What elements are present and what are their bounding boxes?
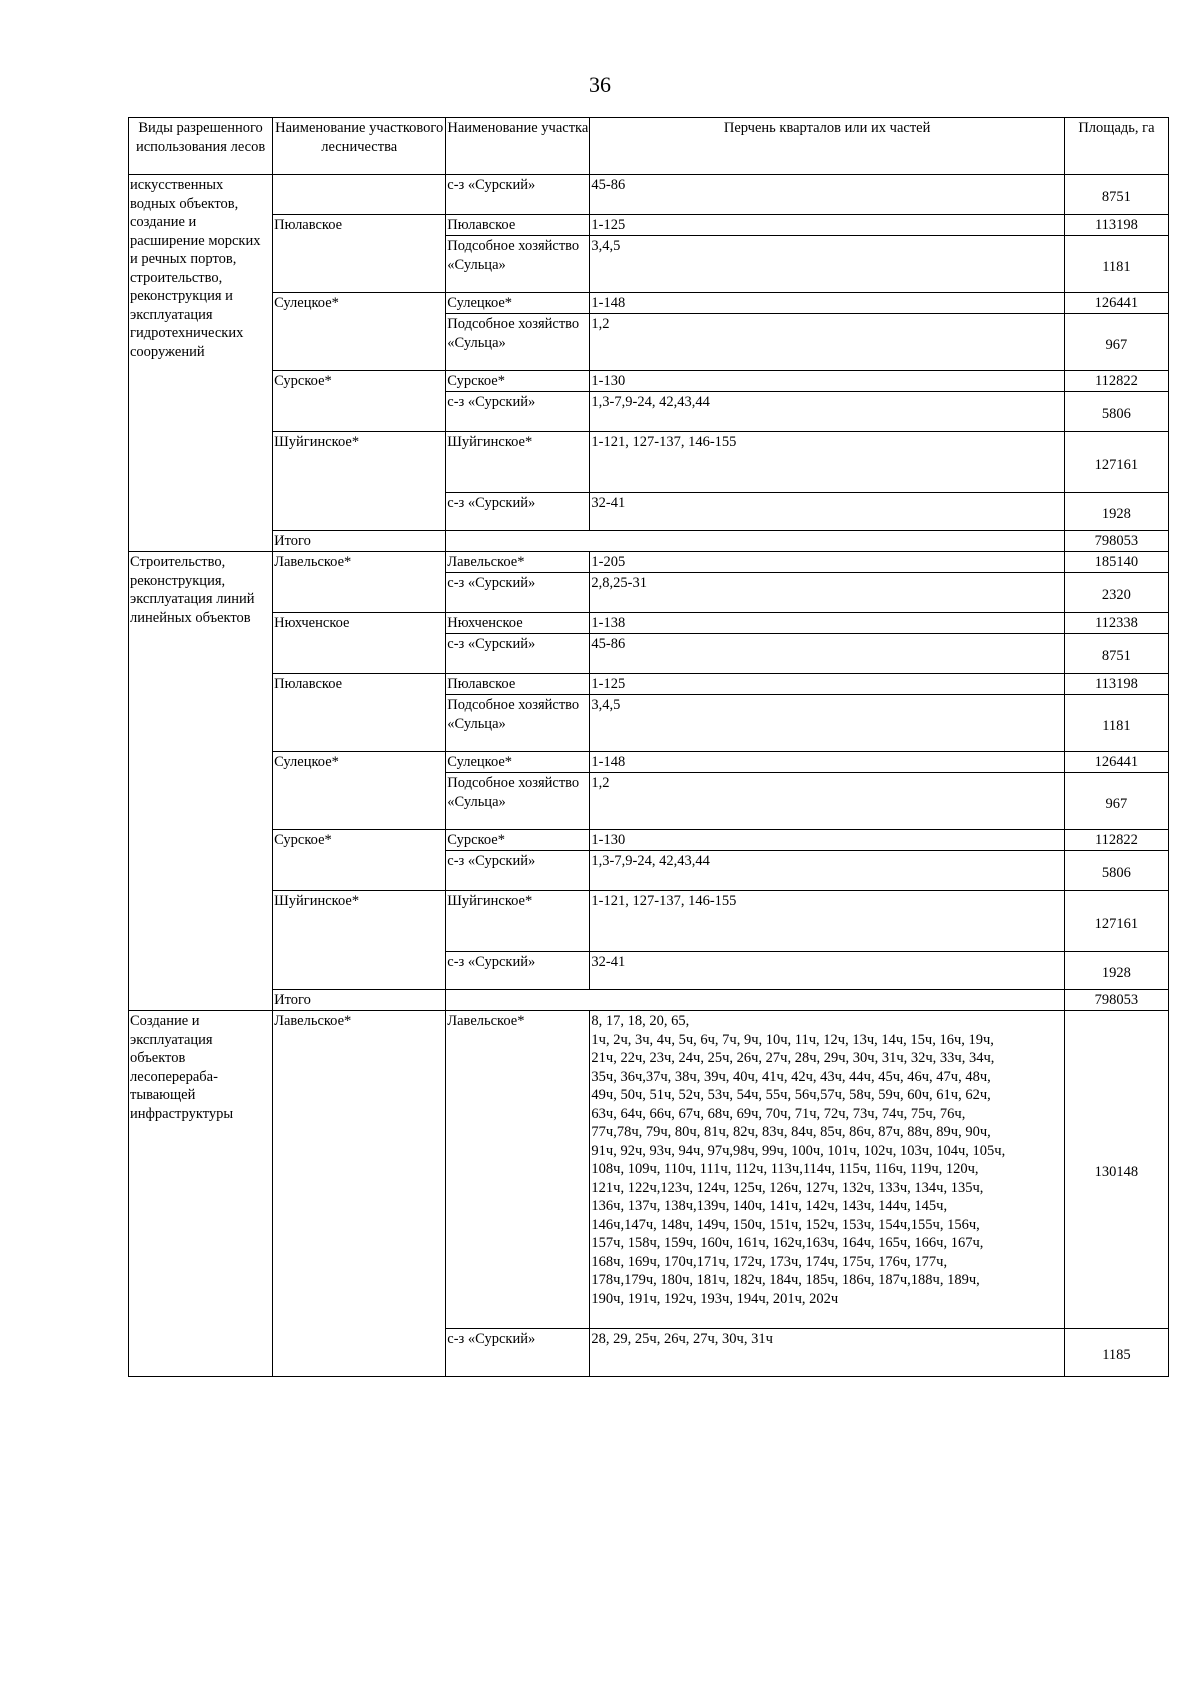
site-cell: Шуйгинское* [446,432,590,493]
area-cell: 967 [1064,314,1168,371]
total-label: Итого [273,531,446,552]
quarters-line: 49ч, 50ч, 51ч, 52ч, 53ч, 54ч, 55ч, 56ч,57ч, 58ч, 59ч, 60ч, 61ч, 62ч, [591,1087,991,1103]
quarters-line: 178ч,179ч, 180ч, 181ч, 182ч, 184ч, 185ч, 186ч, 187ч,188ч, 189ч, [591,1272,980,1288]
quarters-cell: 28, 29, 25ч, 26ч, 27ч, 30ч, 31ч [590,1329,1064,1377]
quarters-cell: 3,4,5 [590,695,1064,752]
area-cell: 1181 [1064,236,1168,293]
quarters-line: 91ч, 92ч, 93ч, 94ч, 97ч,98ч, 99ч, 100ч, 101ч, 102ч, 103ч, 104ч, 105ч, [591,1142,1006,1159]
table-row [129,1011,1169,1329]
quarters-cell: 1,2 [590,314,1064,371]
area-cell: 1185 [1064,1329,1168,1377]
forestry-cell: Нюхченское [273,613,446,674]
quarters-line: 35ч, 36ч,37ч, 38ч, 39ч, 40ч, 41ч, 42ч, 43ч, 44ч, 45ч, 46ч, 47ч, 48ч, [591,1068,991,1085]
quarters-cell: 1-130 [590,830,1064,851]
site-cell: Подсобное хозяйство «Сульца» [446,695,590,752]
table-row [129,215,1169,236]
quarters-cell: 45-86 [590,634,1064,674]
quarters-line: 168ч, 169ч, 170ч,171ч, 172ч, 173ч, 174ч, 175ч, 176ч, 177ч, [591,1253,948,1270]
quarters-cell [590,1011,1064,1329]
area-cell: 1928 [1064,952,1168,990]
forestry-cell: Пюлавское [273,215,446,293]
quarters-cell: 2,8,25-31 [590,573,1064,613]
area-cell: 2320 [1064,573,1168,613]
quarters-line: 77ч,78ч, 79ч, 80ч, 81ч, 82ч, 83ч, 84ч, 85ч, 86ч, 87ч, 88ч, 89ч, 90ч, [591,1124,991,1140]
quarters-line: 8, 17, 18, 20, 65, [591,1013,690,1029]
site-cell: Пюлавское [446,674,590,695]
quarters-line: 121ч, 122ч,123ч, 124ч, 125ч, 126ч, 127ч, 132ч, 133ч, 134ч, 135ч, [591,1179,984,1196]
forestry-cell: Сурское* [273,371,446,432]
area-cell: 967 [1064,773,1168,830]
use-type-cell: искусственных водных объектов, создание и расширение морских и речных портов, строительство, реконструкция и эксплуатация гидротехнических сооружений [129,175,273,552]
forestry-cell: Сулецкое* [273,752,446,830]
site-cell: с-з «Сурский» [446,392,590,432]
site-cell: Подсобное хозяйство «Сульца» [446,314,590,371]
quarters-line: 21ч, 22ч, 23ч, 24ч, 25ч, 26ч, 27ч, 28ч, 29ч, 30ч, 31ч, 32ч, 33ч, 34ч, [591,1050,995,1066]
quarters-line: 108ч, 109ч, 110ч, 111ч, 112ч, 113ч,114ч, 115ч, 116ч, 119ч, 120ч, [591,1161,979,1177]
quarters-cell: 1,3-7,9-24, 42,43,44 [590,392,1064,432]
area-cell: 112338 [1064,613,1168,634]
site-cell: с-з «Сурский» [446,493,590,531]
site-cell: Пюлавское [446,215,590,236]
forestry-cell: Шуйгинское* [273,432,446,531]
site-cell: с-з «Сурский» [446,573,590,613]
quarters-cell: 1,2 [590,773,1064,830]
site-cell: с-з «Сурский» [446,175,590,215]
site-cell: Сулецкое* [446,752,590,773]
table-row [129,613,1169,634]
site-cell: Подсобное хозяйство «Сульца» [446,236,590,293]
table-row [129,293,1169,314]
area-cell: 112822 [1064,371,1168,392]
site-cell: с-з «Сурский» [446,1329,590,1377]
quarters-cell: 1-148 [590,752,1064,773]
forestry-cell: Пюлавское [273,674,446,752]
quarters-cell: 1-130 [590,371,1064,392]
header-quarters: Перчень кварталов или их частей [590,118,1064,175]
area-cell: 126441 [1064,752,1168,773]
forestry-cell [273,175,446,215]
forestry-cell: Сулецкое* [273,293,446,371]
area-cell: 113198 [1064,674,1168,695]
forestry-cell: Лавельское* [273,552,446,613]
site-cell: с-з «Сурский» [446,634,590,674]
quarters-line: 1ч, 2ч, 3ч, 4ч, 5ч, 6ч, 7ч, 9ч, 10ч, 11ч, 12ч, 13ч, 14ч, 15ч, 16ч, 19ч, [591,1031,994,1048]
area-cell: 8751 [1064,634,1168,674]
table-header-row [129,118,1169,175]
quarters-line: 136ч, 137ч, 138ч,139ч, 140ч, 141ч, 142ч, 143ч, 144ч, 145ч, [591,1198,948,1214]
header-use-type: Виды разрешенного использования лесов [129,118,273,175]
table-row [129,830,1169,851]
forest-use-table [128,117,1169,1377]
quarters-cell: 1-121, 127-137, 146-155 [590,432,1064,493]
site-cell: Лавельское* [446,552,590,573]
quarters-line: 190ч, 191ч, 192ч, 193ч, 194ч, 201ч, 202ч [591,1290,839,1307]
area-cell: 8751 [1064,175,1168,215]
table-row [129,552,1169,573]
total-area: 798053 [1064,990,1168,1011]
area-cell: 130148 [1064,1011,1168,1329]
quarters-cell: 1,3-7,9-24, 42,43,44 [590,851,1064,891]
header-area: Площадь, га [1064,118,1168,175]
site-cell: Нюхченское [446,613,590,634]
site-cell: с-з «Сурский» [446,952,590,990]
total-label: Итого [273,990,446,1011]
quarters-cell: 1-138 [590,613,1064,634]
site-cell: Лавельское* [446,1011,590,1329]
quarters-cell: 1-125 [590,674,1064,695]
quarters-cell: 1-148 [590,293,1064,314]
quarters-cell: 1-121, 127-137, 146-155 [590,891,1064,952]
site-cell: Сулецкое* [446,293,590,314]
site-cell: Сурское* [446,371,590,392]
table-row [129,175,1169,215]
quarters-cell: 1-125 [590,215,1064,236]
header-forestry: Наименование участкового лесничества [273,118,446,175]
area-cell: 5806 [1064,851,1168,891]
quarters-line: 63ч, 64ч, 66ч, 67ч, 68ч, 69ч, 70ч, 71ч, 72ч, 73ч, 74ч, 75ч, 76ч, [591,1105,966,1122]
quarters-cell: 3,4,5 [590,236,1064,293]
forestry-cell: Сурское* [273,830,446,891]
table-row [129,371,1169,392]
table-row [129,752,1169,773]
site-cell: Сурское* [446,830,590,851]
quarters-cell: 32-41 [590,952,1064,990]
area-cell: 5806 [1064,392,1168,432]
table-row [129,674,1169,695]
total-area: 798053 [1064,531,1168,552]
area-cell: 185140 [1064,552,1168,573]
site-cell: Подсобное хозяйство «Сульца» [446,773,590,830]
total-blank [446,990,1065,1011]
area-cell: 113198 [1064,215,1168,236]
area-cell: 1928 [1064,493,1168,531]
quarters-line: 146ч,147ч, 148ч, 149ч, 150ч, 151ч, 152ч, 153ч, 154ч,155ч, 156ч, [591,1216,980,1233]
forestry-cell: Шуйгинское* [273,891,446,990]
total-row [129,990,1169,1011]
area-cell: 112822 [1064,830,1168,851]
quarters-line: 157ч, 158ч, 159ч, 160ч, 161ч, 162ч,163ч, 164ч, 165ч, 166ч, 167ч, [591,1235,984,1251]
area-cell: 127161 [1064,891,1168,952]
area-cell: 127161 [1064,432,1168,493]
header-site: Наименование участка [446,118,590,175]
quarters-cell: 45-86 [590,175,1064,215]
total-blank [446,531,1065,552]
total-row [129,531,1169,552]
area-cell: 126441 [1064,293,1168,314]
forestry-cell: Лавельское* [273,1011,446,1377]
table-row [129,891,1169,952]
table-row [129,432,1169,493]
use-type-cell: Создание и эксплуатация объектов лесоперераба-тывающей инфраструктуры [129,1011,273,1377]
use-type-cell: Строительство, реконструкция, эксплуатация линий линейных объектов [129,552,273,1011]
site-cell: с-з «Сурский» [446,851,590,891]
quarters-cell: 1-205 [590,552,1064,573]
quarters-cell: 32-41 [590,493,1064,531]
page-number: 36 [589,72,611,97]
area-cell: 1181 [1064,695,1168,752]
site-cell: Шуйгинское* [446,891,590,952]
